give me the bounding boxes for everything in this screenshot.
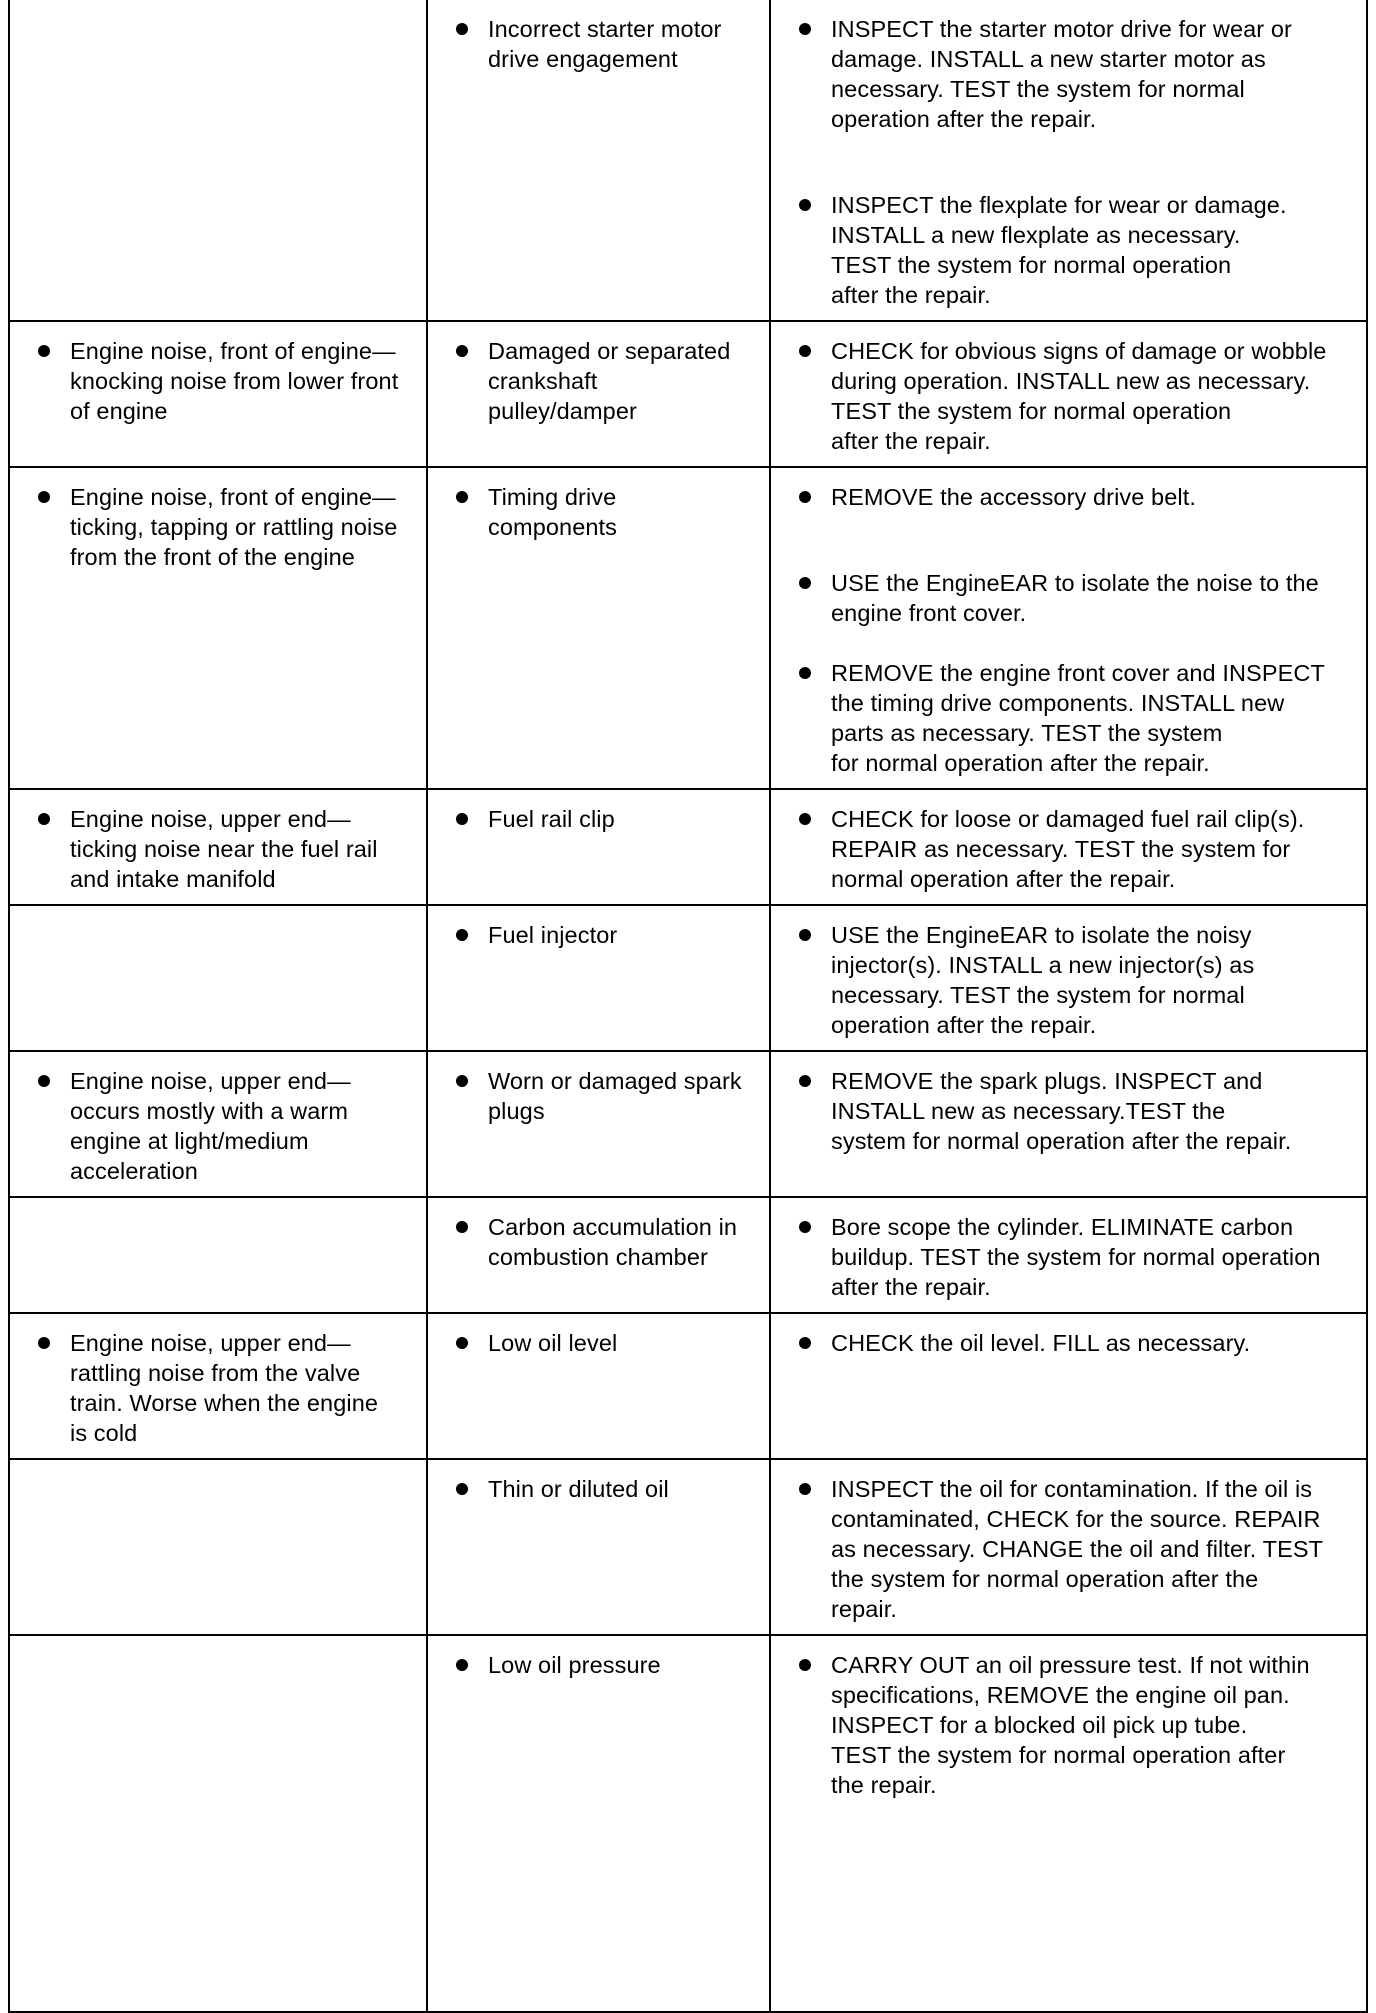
condition-cell (9, 789, 427, 905)
cause-cell (427, 1197, 770, 1313)
list-item (36, 482, 418, 572)
bullet-icon (797, 482, 831, 512)
bullet-icon (454, 1650, 488, 1680)
condition-cell (9, 1197, 427, 1313)
action-text: INSPECT the flexplate for wear or damage. INSTALL a new flexplate as necessary. TEST the system for normal operation after the repair. (831, 192, 1287, 308)
cause-cell (427, 0, 770, 321)
cause-text: Low oil level (488, 1330, 618, 1356)
bullet-icon (36, 1066, 70, 1096)
action-cell (770, 1635, 1367, 2012)
action-cell (770, 1051, 1367, 1197)
list-item (454, 1650, 761, 1680)
list-item (454, 1066, 761, 1126)
action-text: REMOVE the accessory drive belt. (831, 484, 1196, 510)
action-text: CHECK for loose or damaged fuel rail clip(s). REPAIR as necessary. TEST the system for normal operation after the repair. (831, 806, 1305, 892)
action-text: REMOVE the spark plugs. INSPECT and INSTALL new as necessary.TEST the system for normal operation after the repair. (831, 1068, 1292, 1154)
cause-text: Damaged or separated crankshaft pulley/damper (488, 338, 731, 424)
bullet-icon (797, 658, 831, 688)
condition-text: Engine noise, front of engine— knocking noise from lower front of engine (70, 338, 399, 424)
bullet-icon (797, 920, 831, 950)
action-cell (770, 1459, 1367, 1635)
cause-text: Fuel rail clip (488, 806, 615, 832)
bullet-icon (454, 1328, 488, 1358)
list-item (797, 336, 1358, 456)
diagnosis-table-body (9, 0, 1367, 2012)
cause-cell (427, 1459, 770, 1635)
cause-text: Carbon accumulation in combustion chamber (488, 1214, 738, 1270)
table-row (9, 0, 1367, 321)
cause-text: Thin or diluted oil (488, 1476, 669, 1502)
bullet-icon (36, 336, 70, 366)
condition-cell (9, 467, 427, 789)
bullet-icon (454, 482, 488, 512)
list-item (797, 1328, 1358, 1358)
list-item (797, 1066, 1358, 1156)
bullet-icon (797, 1328, 831, 1358)
list-item (454, 1212, 761, 1272)
cause-text: Worn or damaged spark plugs (488, 1068, 742, 1124)
list-item (797, 658, 1358, 778)
action-cell (770, 905, 1367, 1051)
bullet-icon (797, 336, 831, 366)
bullet-icon (797, 14, 831, 44)
list-item (797, 1474, 1358, 1624)
diagnosis-table (8, 0, 1368, 2013)
bullet-icon (454, 1474, 488, 1504)
bullet-icon (454, 336, 488, 366)
table-row (9, 1197, 1367, 1313)
condition-text: Engine noise, upper end— occurs mostly with a warm engine at light/medium acceleration (70, 1068, 351, 1184)
condition-cell (9, 0, 427, 321)
bullet-icon (36, 804, 70, 834)
table-row (9, 321, 1367, 467)
list-item (454, 336, 761, 426)
list-item (454, 804, 761, 834)
list-item (797, 190, 1358, 310)
condition-cell (9, 1459, 427, 1635)
action-text: CHECK for obvious signs of damage or wobble during operation. INSTALL new as necessary. TEST the system for normal operation after the repair. (831, 338, 1327, 454)
table-row (9, 1459, 1367, 1635)
action-text: CHECK the oil level. FILL as necessary. (831, 1330, 1251, 1356)
action-cell (770, 321, 1367, 467)
action-text: USE the EngineEAR to isolate the noise to the engine front cover. (831, 570, 1319, 626)
cause-cell (427, 1313, 770, 1459)
list-item (36, 336, 418, 426)
bullet-icon (797, 804, 831, 834)
table-row (9, 467, 1367, 789)
action-cell (770, 789, 1367, 905)
action-text: REMOVE the engine front cover and INSPECT the timing drive components. INSTALL new parts as necessary. TEST the system for normal operation after the repair. (831, 660, 1325, 776)
bullet-icon (797, 568, 831, 598)
cause-text: Fuel injector (488, 922, 618, 948)
list-item (797, 1650, 1358, 1800)
action-text: Bore scope the cylinder. ELIMINATE carbon buildup. TEST the system for normal operation after the repair. (831, 1214, 1321, 1300)
cause-cell (427, 467, 770, 789)
bullet-icon (36, 1328, 70, 1358)
list-item (36, 1328, 418, 1448)
bullet-icon (797, 1066, 831, 1096)
list-item (797, 804, 1358, 894)
bullet-icon (454, 1212, 488, 1242)
action-cell (770, 467, 1367, 789)
bullet-icon (797, 1650, 831, 1680)
condition-cell (9, 1051, 427, 1197)
list-item (454, 920, 761, 950)
action-text: USE the EngineEAR to isolate the noisy injector(s). INSTALL a new injector(s) as necessary. TEST the system for normal operation after the repair. (831, 922, 1255, 1038)
action-text: INSPECT the starter motor drive for wear or damage. INSTALL a new starter motor as necessary. TEST the system for normal operation after the repair. (831, 16, 1292, 132)
action-cell (770, 1313, 1367, 1459)
bullet-icon (36, 482, 70, 512)
action-text: CARRY OUT an oil pressure test. If not within specifications, REMOVE the engine oil pan. INSPECT for a blocked oil pick up tube. TEST the system for normal operation after the repair. (831, 1652, 1310, 1798)
action-cell (770, 1197, 1367, 1313)
list-item (797, 920, 1358, 1040)
condition-cell (9, 1313, 427, 1459)
bullet-icon (454, 804, 488, 834)
cause-text: Incorrect starter motor drive engagement (488, 16, 722, 72)
bullet-icon (797, 1212, 831, 1242)
cause-cell (427, 321, 770, 467)
condition-cell (9, 905, 427, 1051)
table-row (9, 905, 1367, 1051)
list-item (454, 14, 761, 74)
list-item (797, 1212, 1358, 1302)
table-row (9, 1635, 1367, 2012)
bullet-icon (454, 1066, 488, 1096)
cause-text: Timing drive components (488, 484, 618, 540)
action-cell (770, 0, 1367, 321)
condition-text: Engine noise, upper end— ticking noise near the fuel rail and intake manifold (70, 806, 378, 892)
table-row (9, 789, 1367, 905)
list-item (454, 1328, 761, 1358)
condition-cell (9, 321, 427, 467)
cause-cell (427, 789, 770, 905)
cause-cell (427, 1051, 770, 1197)
condition-cell (9, 1635, 427, 2012)
bullet-icon (454, 14, 488, 44)
action-text: INSPECT the oil for contamination. If the oil is contaminated, CHECK for the source. REPAIR as necessary. CHANGE the oil and filter. TEST the system for normal operation after the repair. (831, 1476, 1324, 1622)
table-row (9, 1051, 1367, 1197)
cause-cell (427, 1635, 770, 2012)
cause-cell (427, 905, 770, 1051)
bullet-icon (797, 1474, 831, 1504)
bullet-icon (454, 920, 488, 950)
list-item (797, 14, 1358, 134)
condition-text: Engine noise, front of engine— ticking, tapping or rattling noise from the front of the engine (70, 484, 398, 570)
list-item (797, 482, 1358, 512)
condition-text: Engine noise, upper end— rattling noise from the valve train. Worse when the engine is cold (70, 1330, 379, 1446)
bullet-icon (797, 190, 831, 220)
list-item (797, 568, 1358, 628)
cause-text: Low oil pressure (488, 1652, 661, 1678)
list-item (454, 482, 761, 542)
list-item (454, 1474, 761, 1504)
list-item (36, 804, 418, 894)
list-item (36, 1066, 418, 1186)
table-row (9, 1313, 1367, 1459)
